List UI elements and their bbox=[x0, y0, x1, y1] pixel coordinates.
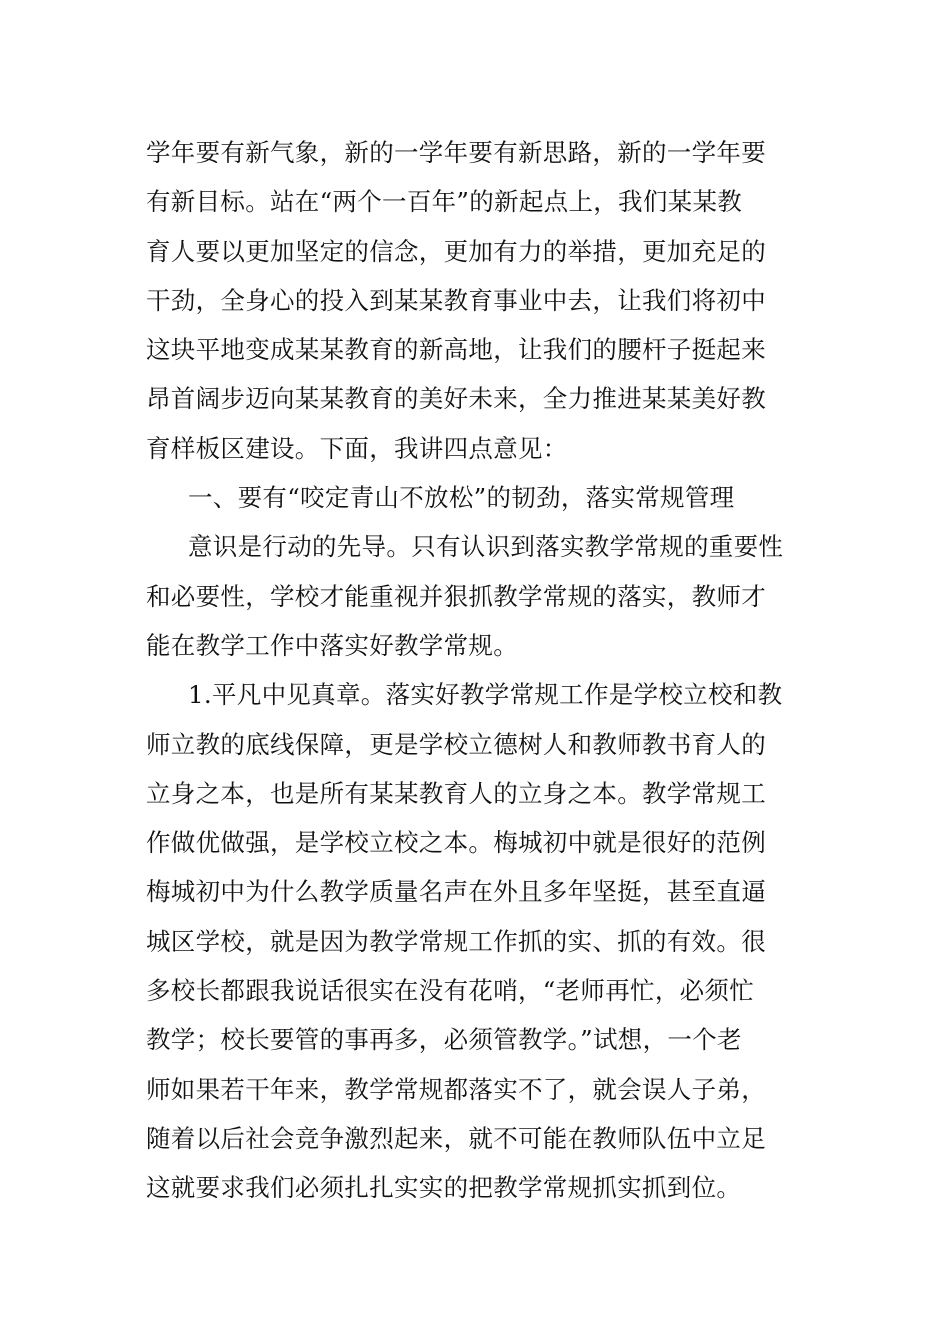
text-line: 育样板区建设。下面，我讲四点意见： bbox=[146, 433, 568, 463]
text-line: 随着以后社会竞争激烈起来，就不可能在教师队伍中立足 bbox=[146, 1123, 766, 1153]
text-line: 教学；校长要管的事再多，必须管教学。”试想，一个老 bbox=[146, 1025, 742, 1055]
text-line: 昂首阔步迈向某某教育的美好未来，全力推进某某美好教 bbox=[146, 384, 766, 414]
subsection-heading: 1.平凡中见真章。落实好教学常规工作是学校立校和教 bbox=[188, 680, 783, 710]
text-line: 干劲，全身心的投入到某某教育事业中去，让我们将初中 bbox=[146, 285, 766, 315]
text-line: 育人要以更加坚定的信念，更加有力的举措，更加充足的 bbox=[146, 236, 766, 266]
text-line: 城区学校，就是因为教学常规工作抓的实、抓的有效。很 bbox=[146, 926, 766, 956]
text-line: 有新目标。站在“两个一百年”的新起点上，我们某某教 bbox=[146, 187, 743, 217]
text-line: 和必要性，学校才能重视并狠抓教学常规的落实，教师才 bbox=[146, 581, 766, 611]
text-line: 意识是行动的先导。只有认识到落实教学常规的重要性 bbox=[188, 532, 784, 562]
text-line: 能在教学工作中落实好教学常规。 bbox=[146, 630, 518, 660]
body-text bbox=[146, 128, 812, 1213]
text-line: 作做优做强，是学校立校之本。梅城初中就是很好的范例 bbox=[146, 828, 766, 858]
text-line: 学年要有新气象，新的一学年要有新思路，新的一学年要 bbox=[146, 138, 766, 167]
text-line: 梅城初中为什么教学质量名声在外且多年坚挺，甚至直逼 bbox=[146, 877, 766, 907]
text-line: 师立教的底线保障，更是学校立德树人和教师教书育人的 bbox=[146, 729, 766, 759]
text-line: 立身之本，也是所有某某教育人的立身之本。教学常规工 bbox=[146, 778, 766, 808]
text-line: 多校长都跟我说话很实在没有花哨，“老师再忙，必须忙 bbox=[146, 976, 755, 1006]
text-line: 这就要求我们必须扎扎实实的把教学常规抓实抓到位。 bbox=[146, 1173, 742, 1203]
section-heading: 一、要有“咬定青山不放松”的韧劲，落实常规管理 bbox=[188, 483, 735, 513]
text-line: 师如果若干年来，教学常规都落实不了，就会误人子弟， bbox=[146, 1074, 766, 1104]
text-line: 这块平地变成某某教育的新高地，让我们的腰杆子挺起来 bbox=[146, 335, 766, 365]
